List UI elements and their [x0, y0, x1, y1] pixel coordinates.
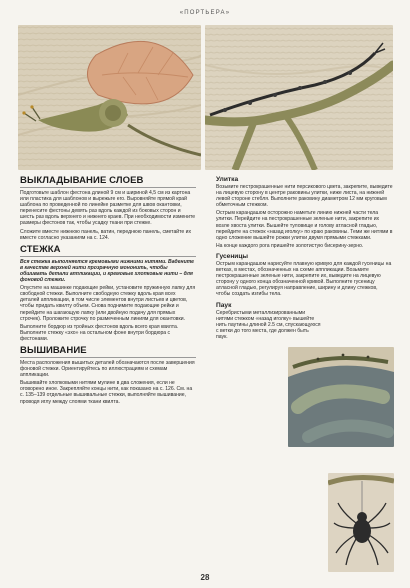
page-number: 28 [200, 573, 210, 582]
snail-paragraph-1: Возьмите пестрокрашенные нити персикового цвета, закрепите, выведите на лицевую сторону в центре раковины улитки, ниже листа, на нижней левой стороне стебля. Выполните раковину диаметром 12 мм круговым обметочным стежком. [216, 184, 393, 209]
section-heading-layering: ВЫКЛАДЫВАНИЕ СЛОЕВ [20, 176, 196, 188]
snail-embroidery-photo [18, 25, 201, 170]
caterpillar-embroidery-photo [205, 25, 393, 170]
header-tag: «ПОРТЬЕРА» [179, 10, 231, 16]
caterpillars-paragraph-1: Острым карандашом нарисуйте плавную кривую для каждой гусеницы на ветках, в местах, обозначенных на схеме аппликации. Возьмите пестрокрашенные зеленые нити, закрепите их, выведите на лицевую сторону у одного конца обозначенной кривой. Выполните гусеницу атласной гладью, регулируя направление, ширину и длину стежков, чтобы создать изгибы тела. [216, 260, 392, 298]
spider-illustration [328, 473, 394, 572]
subheading-spider: Паук [216, 301, 232, 309]
snail-paragraph-3: На конце каждого рога пришейте золотистую бисерину-зерно. [216, 242, 364, 249]
layering-paragraph-1: Подготовьте шаблон фестона длиной 9 см и шириной 4,5 см из картона или пластика для шаблонов и вырежьте его. Выровняйте прямой край шаблона по проведенной по линейке разметке для швов окантовки, перенесите фестоны девять раз вдоль каждой из боковых сторон и шесть раз вдоль верхнего и нижнего краев. При необходимости измените размеры фестонов так, чтобы усадку ткани при стежке. [20, 190, 196, 227]
quilting-note: Вся стежка выполняется кремовыми нижними нитями. Вадените в качестве верхней нити прозрачную мононить, чтобы обшивать детали аппликации, и кремовые хлопковые нити – для фоновой стежки. [20, 258, 195, 284]
left-column [20, 172, 196, 407]
quilting-paragraph-1: Опустите на машинке подающие рейки, установите пружинную лапку для свободной стежки. Выполните свободную стежку вдоль края всех деталей аппликации, в том числе элементов внутри листьев и цветов, чтобы придать квилту объем. Снова поднимите подающие рейки и перейдите на шагающую лапку (или двойную подачу для прямых строчек). Проложите строчку по размеченным линиям для окантовки. [20, 285, 196, 322]
snail-embroidery-illustration [18, 25, 201, 170]
layering-paragraph-2: Сложите вместе нижнюю панель, ватин, переднюю панель, сметайте их вместе согласно указаниям на с. 124. [20, 228, 192, 241]
section-heading-embroidery: ВЫШИВАНИЕ [20, 346, 196, 358]
quilting-paragraph-2: Выполните бордюр из тройных фестонов вдоль всего края квилта. Выполните стежку «эхо» на остальном фоне внутри бордюра с фестонами. [20, 323, 179, 342]
right-column [216, 172, 394, 342]
embroidery-paragraph-2: Вышивайте хлопковыми нитями мулине в два сложения, если не оговорено иное. Закрепляйте концы нити, как показано на с. 126. См. на с. 135–139 отдельные вышивальные стежки, выполняйте вышивание, проводя иглу между слоями ткани квилта. [20, 380, 193, 405]
snail-paragraph-2: Острым карандашом осторожно наметьте линию нижней части тела улитки. Перейдите на пестрокрашенные зеленые нити, закрепите их возле хвоста улитки. Вышейте туловище и голову атласной гладью, перейдите на стежок «назад иголку» по краю раковины. Теми же нитями в одно сложение вышейте рожки улитки двумя прямыми стежками. [216, 210, 393, 241]
caterpillar-embroidery-illustration [205, 25, 393, 170]
spider-paragraph-1: Серебристыми металлизированными нитями стежком «назад иголку» вышейте нить паутины длиной 2.5 см, спускающуюся с ветки до того места, где должен быть паук. [216, 309, 321, 340]
spider-embroidery-photo [328, 473, 394, 572]
caterpillar-detail-photo [288, 347, 394, 447]
embroidery-paragraph-1: Места расположения вышитых деталей обозначаются после завершения фоновой стежки. Ориентируйтесь по иллюстрациям и схемам аппликации. [20, 359, 195, 379]
caterpillar-detail-illustration [288, 347, 394, 447]
subheading-caterpillars: Гусеницы [216, 252, 249, 260]
section-heading-quilting: СТЕЖКА [20, 245, 196, 257]
subheading-snail: Улитка [216, 176, 239, 183]
